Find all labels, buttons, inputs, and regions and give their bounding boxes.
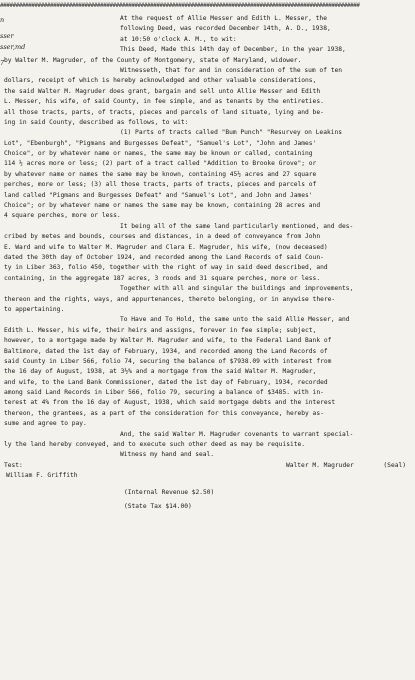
text-line: among said Land Records in Liber 566, folio 79, securing a balance of $3485. with in- <box>4 389 324 397</box>
text-line: Baltimore, dated the 1st day of February, 1934, and recorded among the Land Records of <box>4 347 328 355</box>
margin-note-3: sser,md <box>0 43 26 51</box>
text-line: however, to a mortgage made by Walter M. Magruder and wife, to the Federal Land Bank of <box>4 337 332 345</box>
signature-line <box>0 461 412 471</box>
text-line: Lot", "Ebenburgh", "Pigmans and Burgesses Defeat", "Samuel's Lot", "John and James' <box>4 139 317 147</box>
text-line: following Deed, was recorded December 14th, A. D., 1938, <box>120 25 331 33</box>
text-line: L. Messer, his wife, of said County, in fee simple, and as tenants by the entireties. <box>4 98 324 106</box>
text-line: land called "Pigmans and Burgesses Defeat" and "Samuel's Lot", and John and James' <box>4 191 313 199</box>
witness-signature: William F. Griffith <box>6 472 78 480</box>
text-line: Witness my hand and seal. <box>120 451 215 459</box>
text-line: cribed by metes and bounds, courses and distances, in a deed of conveyance from John <box>4 233 321 241</box>
text-line: 4 square perches, more or less. <box>4 212 121 220</box>
text-line: Witnesseth, that for and in consideration of the sum of ten <box>120 66 343 74</box>
text-line: the 16 day of August, 1938, at 3½% and a mortgage from the said Walter M. Magruder, <box>4 368 317 376</box>
text-line: It being all of the same land particularly mentioned, and des- <box>120 222 354 230</box>
text-line: ing in said County, described as follows, to wit: <box>4 118 189 126</box>
text-line: To Have and To Hold, the same unto the said Allie Messer, and <box>120 316 350 324</box>
state-tax-stamp: (State Tax $14.00) <box>124 502 192 510</box>
text-line: all those tracts, parts, of tracts, pieces and parcels of land situate, lying and be- <box>4 108 324 116</box>
margin-note-4: 7 <box>0 59 5 67</box>
text-line: the said Walter M. Magruder does grant, bargain and sell unto Allie Messer and Edith <box>4 87 321 95</box>
text-line: and wife, to the Land Bank Commissioner, dated the 1st day of February, 1934, recorded <box>4 378 328 386</box>
text-line: by whatever name or names the same may be known, containing 45½ acres and 27 square <box>4 170 317 178</box>
text-line: And, the said Walter M. Magruder covenants to warrant special- <box>120 430 354 438</box>
text-line: by Walter M. Magruder, of the County of Montgomery, state of Maryland, widower. <box>4 56 302 64</box>
grantor-signature: Walter M. Magruder <box>286 461 354 469</box>
text-line: Together with all and singular the buildings and improvements, <box>120 285 354 293</box>
text-line: Choice", or by whatever name or names, the same may be known or called, containing <box>4 150 313 158</box>
text-line: At the request of Allie Messer and Edith L. Messer, the <box>120 15 327 22</box>
text-line: (1) Parts of tracts called "Bum Punch" "Resurvey on Leakins <box>120 129 343 137</box>
text-line: containing, in the aggregate 187 acres, 3 roods and 31 square perches, more or less. <box>4 274 321 282</box>
text-line: sume and agree to pay. <box>4 420 87 428</box>
text-line: to appertaining. <box>4 305 65 313</box>
text-line: Edith L. Messer, his wife, their heirs and assigns, forever in fee simple; subject, <box>4 326 317 334</box>
text-line: ty in Liber 363, folio 450, together with the right of way in said deed described, and <box>4 264 328 272</box>
text-line: Choice"; or by whatever name or names the same may be known, containing 28 acres and <box>4 202 321 210</box>
text-line: thereon and the rights, ways, and appurtenances, thereto belonging, or in anywise there- <box>4 295 336 303</box>
margin-note-1: n <box>0 16 5 24</box>
margin-note-2: sser <box>0 32 14 40</box>
text-line: said County in Liber 566, folio 74, securing the balance of $7938.09 with interest from <box>4 357 332 365</box>
text-line: terest at 4% from the 16 day of August, 1938, which said mortgage debts and the interest <box>4 399 336 407</box>
text-line: E. Ward and wife to Walter M. Magruder and Clara E. Magruder, his wife, (now deceased) <box>4 243 328 251</box>
text-line: 114 ½ acres more or less; (2) part of a tract called "Addition to Brooke Grove"; or <box>4 160 317 168</box>
test-label: Test: <box>4 461 23 469</box>
seal-mark: (Seal) <box>383 461 406 469</box>
text-line: thereon, the grantees, as a part of the consideration for this conveyance, hereby as- <box>4 409 324 417</box>
text-line: at 10:50 o'clock A. M., to wit: <box>120 35 237 43</box>
text-line: ly the land hereby conveyed, and to execute such other deed as may be requisite. <box>4 441 306 449</box>
header-hash-marks: ################################################################################################################### <box>0 2 360 9</box>
deed-text <box>0 14 412 512</box>
text-line: dated the 30th day of October 1924, and recorded among the Land Records of said Coun- <box>4 253 324 261</box>
text-line: perches, more or less; (3) all those tracts, parts of tracts, pieces and parcels of <box>4 181 317 189</box>
text-line: dollars, receipt of which is hereby acknowledged and other valuable considerations, <box>4 77 317 85</box>
internal-revenue-stamp: (Internal Revenue $2.50) <box>124 488 215 496</box>
text-line: This Deed, Made this 14th day of December, in the year 1938, <box>120 46 346 54</box>
